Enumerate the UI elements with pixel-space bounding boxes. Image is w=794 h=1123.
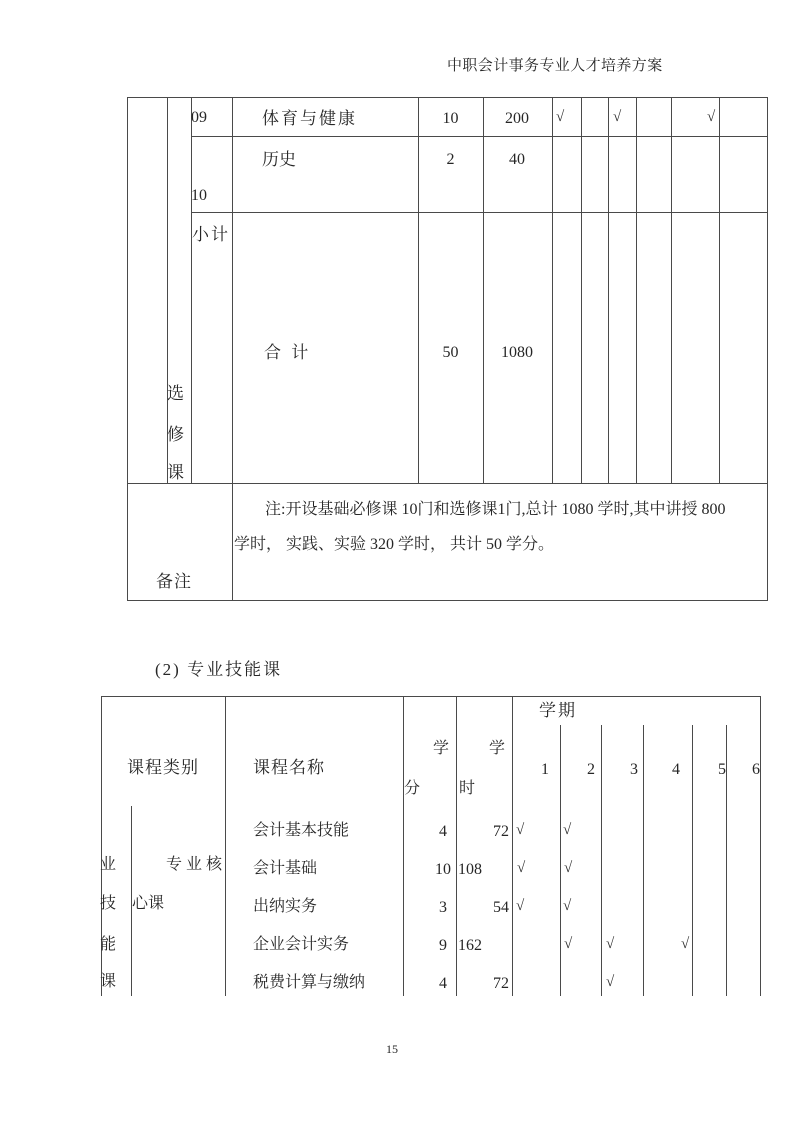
t1-elective-label-char: 课 (167, 463, 184, 482)
t1-row09-check-sem5: √ (707, 109, 716, 125)
t1-sem-line (581, 97, 582, 483)
t1-row09-check-sem1: √ (556, 109, 565, 125)
t1-total-hours: 1080 (501, 344, 533, 361)
t2-row4-name: 企业会计实务 (253, 936, 350, 953)
t1-row10-divider (191, 212, 768, 213)
t2-header-course-name: 课程名称 (253, 758, 325, 777)
t1-row10-name: 历史 (262, 150, 296, 169)
t1-total-label: 合 计 (264, 343, 312, 362)
t1-left-border (127, 97, 128, 600)
t1-row09-hours: 200 (505, 110, 529, 127)
t2-row2-hours: 108 (458, 861, 482, 878)
t2-sem-line (560, 725, 561, 996)
t2-col-line (512, 696, 513, 996)
t2-row1-credits: 4 (439, 823, 447, 840)
t1-elective-label-char: 修 (167, 425, 184, 444)
t2-row5-name: 税费计算与缴纳 (253, 974, 366, 991)
t1-bottom-border (127, 600, 768, 601)
t1-sem-line (636, 97, 637, 483)
t2-row1-name: 会计基本技能 (253, 822, 350, 839)
t2-row2-check-sem2: √ (564, 860, 573, 876)
t2-category-label-char: 业 (100, 856, 117, 873)
t2-header-credits-line1: 学 (433, 740, 450, 757)
t1-row09-no: 09 (191, 109, 207, 126)
t2-row4-check-sem4: √ (681, 936, 690, 952)
t2-top-border (101, 696, 761, 697)
t2-sem-line (643, 725, 644, 996)
t1-sem-line (719, 97, 720, 483)
t2-core-label-line1: 专业核 (166, 856, 227, 873)
t2-row3-credits: 3 (439, 899, 447, 916)
t2-sem-num-2: 2 (587, 761, 595, 778)
t1-row09-name: 体育与健康 (262, 109, 357, 128)
t1-row09-check-sem3: √ (613, 109, 622, 125)
t1-row10-hours: 40 (509, 151, 525, 168)
t2-category-label-char: 技 (100, 895, 117, 912)
t1-col-line (232, 97, 233, 600)
t1-row10-no: 10 (191, 187, 207, 204)
t1-row09-divider (191, 136, 768, 137)
page-number: 15 (386, 1042, 398, 1056)
t2-col-line (456, 696, 457, 996)
t1-sem-line (671, 97, 672, 483)
t2-sem-num-5: 5 (718, 761, 726, 778)
t2-row4-check-sem3: √ (606, 936, 615, 952)
t2-col-line (225, 696, 226, 996)
t1-sem-line (552, 97, 553, 483)
t2-row2-credits: 10 (435, 861, 451, 878)
t1-row10-credits: 2 (446, 151, 455, 168)
t1-sem-line (608, 97, 609, 483)
section-title: (2) 专业技能课 (155, 660, 283, 679)
t2-right-border (760, 696, 761, 996)
t2-row3-name: 出纳实务 (253, 898, 318, 915)
t2-header-semester: 学期 (539, 701, 577, 720)
t1-subtotal-label: 小计 (192, 225, 230, 244)
t2-row1-check-sem1: √ (516, 822, 525, 838)
t2-row1-hours: 72 (493, 823, 509, 840)
t2-sem-num-4: 4 (672, 761, 680, 778)
t2-sem-num-6: 6 (752, 761, 760, 778)
t2-header-hours-line1: 学 (489, 740, 506, 757)
t2-row5-credits: 4 (439, 975, 447, 992)
t2-category-label-char: 能 (100, 936, 117, 953)
t2-row3-check-sem1: √ (516, 898, 525, 914)
page-header-title: 中职会计事务专业人才培养方案 (447, 58, 663, 74)
t2-row5-check-sem3: √ (606, 974, 615, 990)
t2-row4-credits: 9 (439, 937, 447, 954)
t2-row5-hours: 72 (493, 975, 509, 992)
t1-col-line (191, 97, 192, 483)
t2-row3-check-sem2: √ (563, 898, 572, 914)
t2-row1-check-sem2: √ (563, 822, 572, 838)
t2-category-label-char: 课 (100, 973, 117, 990)
t2-row3-hours: 54 (493, 899, 509, 916)
t2-header-hours-line2: 时 (459, 780, 476, 797)
t2-sem-line (601, 725, 602, 996)
t1-remark-line2: 学时， 实践、实验 320 学时， 共计 50 学分。 (234, 536, 555, 553)
t1-remark-label: 备注 (156, 572, 192, 591)
t1-elective-label-char: 选 (167, 384, 184, 403)
t2-row2-check-sem1: √ (517, 860, 526, 876)
t2-header-credits-line2: 分 (404, 780, 421, 797)
t1-remark-line1: 注:开设基础必修课 10门和选修课1门,总计 1080 学时,其中讲授 800 (265, 501, 726, 518)
t1-remark-divider (127, 483, 768, 484)
t1-right-border (767, 97, 768, 600)
t2-row2-name: 会计基础 (253, 860, 318, 877)
t2-row4-hours: 162 (458, 937, 482, 954)
t1-row09-credits: 10 (442, 110, 459, 127)
t2-core-label-line2: 心课 (132, 895, 165, 912)
t2-sem-num-3: 3 (630, 761, 638, 778)
t2-sem-num-1: 1 (541, 761, 549, 778)
t2-row4-check-sem2: √ (564, 936, 573, 952)
t2-sem-line (692, 725, 693, 996)
t1-total-credits: 50 (442, 344, 459, 361)
t2-header-category: 课程类别 (127, 758, 199, 777)
